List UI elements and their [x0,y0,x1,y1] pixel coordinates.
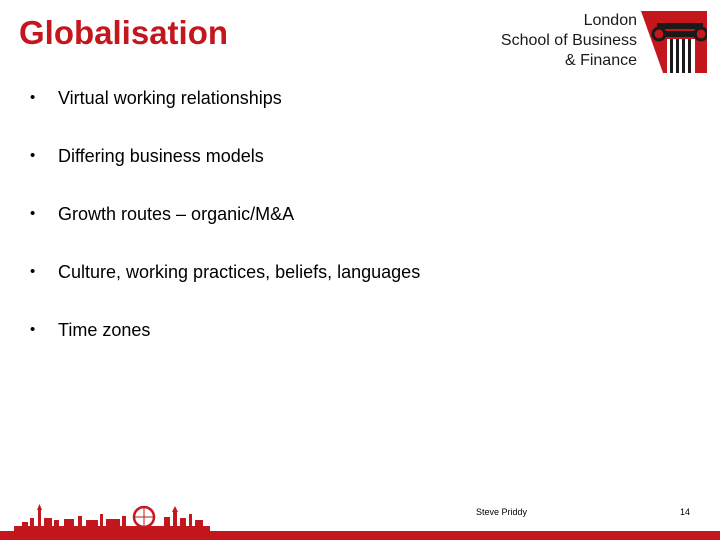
london-skyline-icon [14,504,210,532]
bullet-text: Differing business models [58,146,264,166]
bullet-marker: • [30,89,36,106]
slide-title: Globalisation [19,14,229,51]
logo-text [501,11,637,71]
bullet-marker: • [30,147,36,164]
page-number: 14 [680,507,691,517]
school-logo [500,11,707,73]
bullet-text: Virtual working relationships [58,88,282,108]
bullet-text: Time zones [58,320,151,340]
logo-line-3: & Finance [564,52,637,69]
bullet-marker: • [30,263,36,280]
logo-line-1: London [583,12,637,29]
bullet-marker: • [30,205,36,222]
ionic-column-icon [641,11,707,73]
bullet-marker: • [30,321,36,338]
logo-line-2: School of Business [500,32,637,49]
bullet-text: Culture, working practices, beliefs, languages [58,262,421,282]
bullet-text: Growth routes – organic/M&A [58,204,295,224]
footer-author: Steve Priddy [476,507,528,517]
footer-bar [0,531,720,540]
